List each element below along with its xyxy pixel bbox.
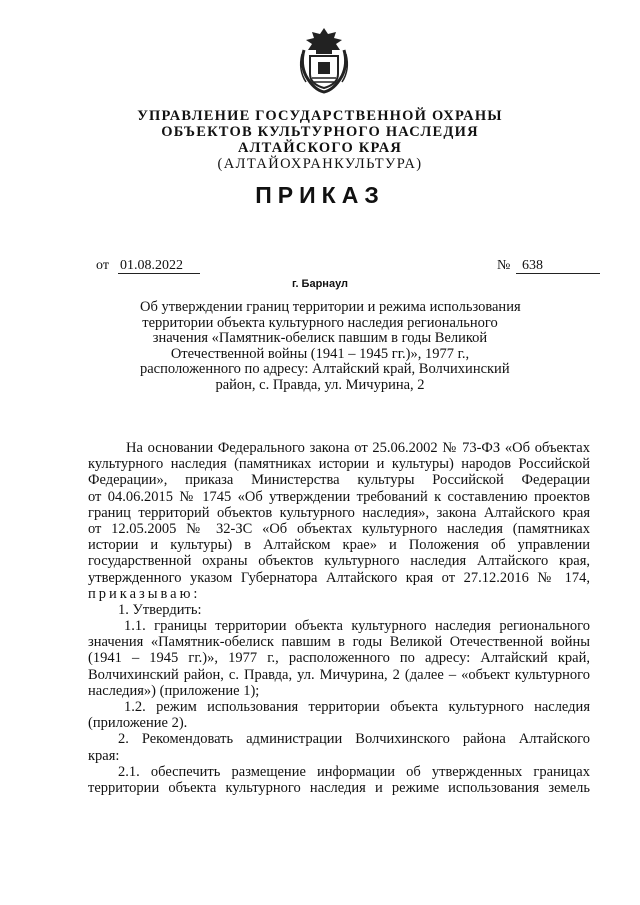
order-subject (140, 299, 521, 393)
body-line: истории и культуры) в Алтайском крае» и Положения об управлении (88, 537, 590, 554)
body-line: 1.2. режим использования территории объекта культурного наследия (124, 699, 590, 715)
body-line: наследия») (приложение 1); (88, 682, 260, 699)
body-line: 1.1. границы территории объекта культурного наследия регионального (124, 618, 590, 635)
body-line: На основании Федерального закона от 25.06.2002 № 73-ФЗ «Об объектах (126, 440, 590, 456)
body-line: Волчихинский район, с. Правда, ул. Мичурина, 2 (далее – «объект культурного (88, 666, 590, 683)
body-line: 2. Рекомендовать администрации Волчихинского района Алтайского (118, 731, 590, 748)
body-line: 2.1. обеспечить размещение информации об утвержденных границах (118, 763, 590, 780)
body-line: государственной охраны объектов культурного наследия Алтайского края, (88, 553, 590, 570)
body-line: Федерации», приказа Министерства культуры Российской Федерации (88, 472, 590, 489)
coat-of-arms-icon (296, 24, 352, 96)
body-line: (приложение 2). (88, 715, 188, 732)
order-body (88, 440, 590, 796)
subject-line: расположенного по адресу: Алтайский край, Волчихинский (140, 361, 510, 377)
city-line: г. Барнаул (291, 278, 349, 290)
number-prefix: № (497, 258, 511, 273)
org-short-name: (АЛТАЙОХРАНКУЛЬТУРА) (217, 156, 423, 172)
document-type-title: ПРИКАЗ (255, 182, 385, 208)
order-number: 638 (516, 258, 600, 274)
body-line: от 04.06.2015 № 1745 «Об утверждении требований к составлению проектов (88, 488, 590, 505)
body-line: территории объекта культурного наследия и режиме использования земель (88, 779, 590, 796)
body-line: значения «Памятник-обелиск павшим в годы Великой Отечественной войны (88, 634, 590, 651)
subject-line: Отечественной войны (1941 – 1945 гг.)», 1977 г., (170, 345, 470, 362)
date-prefix: от (96, 258, 109, 273)
subject-line: район, с. Правда, ул. Мичурина, 2 (215, 376, 425, 393)
body-line: (1941 – 1945 гг.)», 1977 г., расположенного по адресу: Алтайский край, (88, 650, 590, 667)
subject-line: значения «Памятник-обелиск павшим в годы Великой (152, 330, 488, 346)
subject-line: Об утверждении границ территории и режима использования (140, 299, 521, 315)
body-line: приказываю: (88, 585, 201, 602)
body-line: края: (88, 747, 120, 764)
body-line: границ территорий объектов культурного наследия», закона Алтайского края (88, 504, 590, 521)
org-name-line3: АЛТАЙСКОГО КРАЯ (237, 140, 403, 156)
body-line: утвержденного указом Губернатора Алтайского края от 27.12.2016 № 174, (88, 569, 590, 586)
order-date: 01.08.2022 (118, 258, 200, 274)
org-name-line1: УПРАВЛЕНИЕ ГОСУДАРСТВЕННОЙ ОХРАНЫ (137, 108, 503, 124)
body-line: культурного наследия (памятниках истории и культуры) народов Российской (88, 456, 590, 473)
org-name-line2: ОБЪЕКТОВ КУЛЬТУРНОГО НАСЛЕДИЯ (161, 124, 479, 140)
body-line: 1. Утвердить: (118, 601, 202, 618)
body-line: от 12.05.2005 № 32-ЗС «Об объектах культурного наследия (памятниках (88, 520, 590, 537)
subject-line: территории объекта культурного наследия регионального (142, 314, 498, 331)
